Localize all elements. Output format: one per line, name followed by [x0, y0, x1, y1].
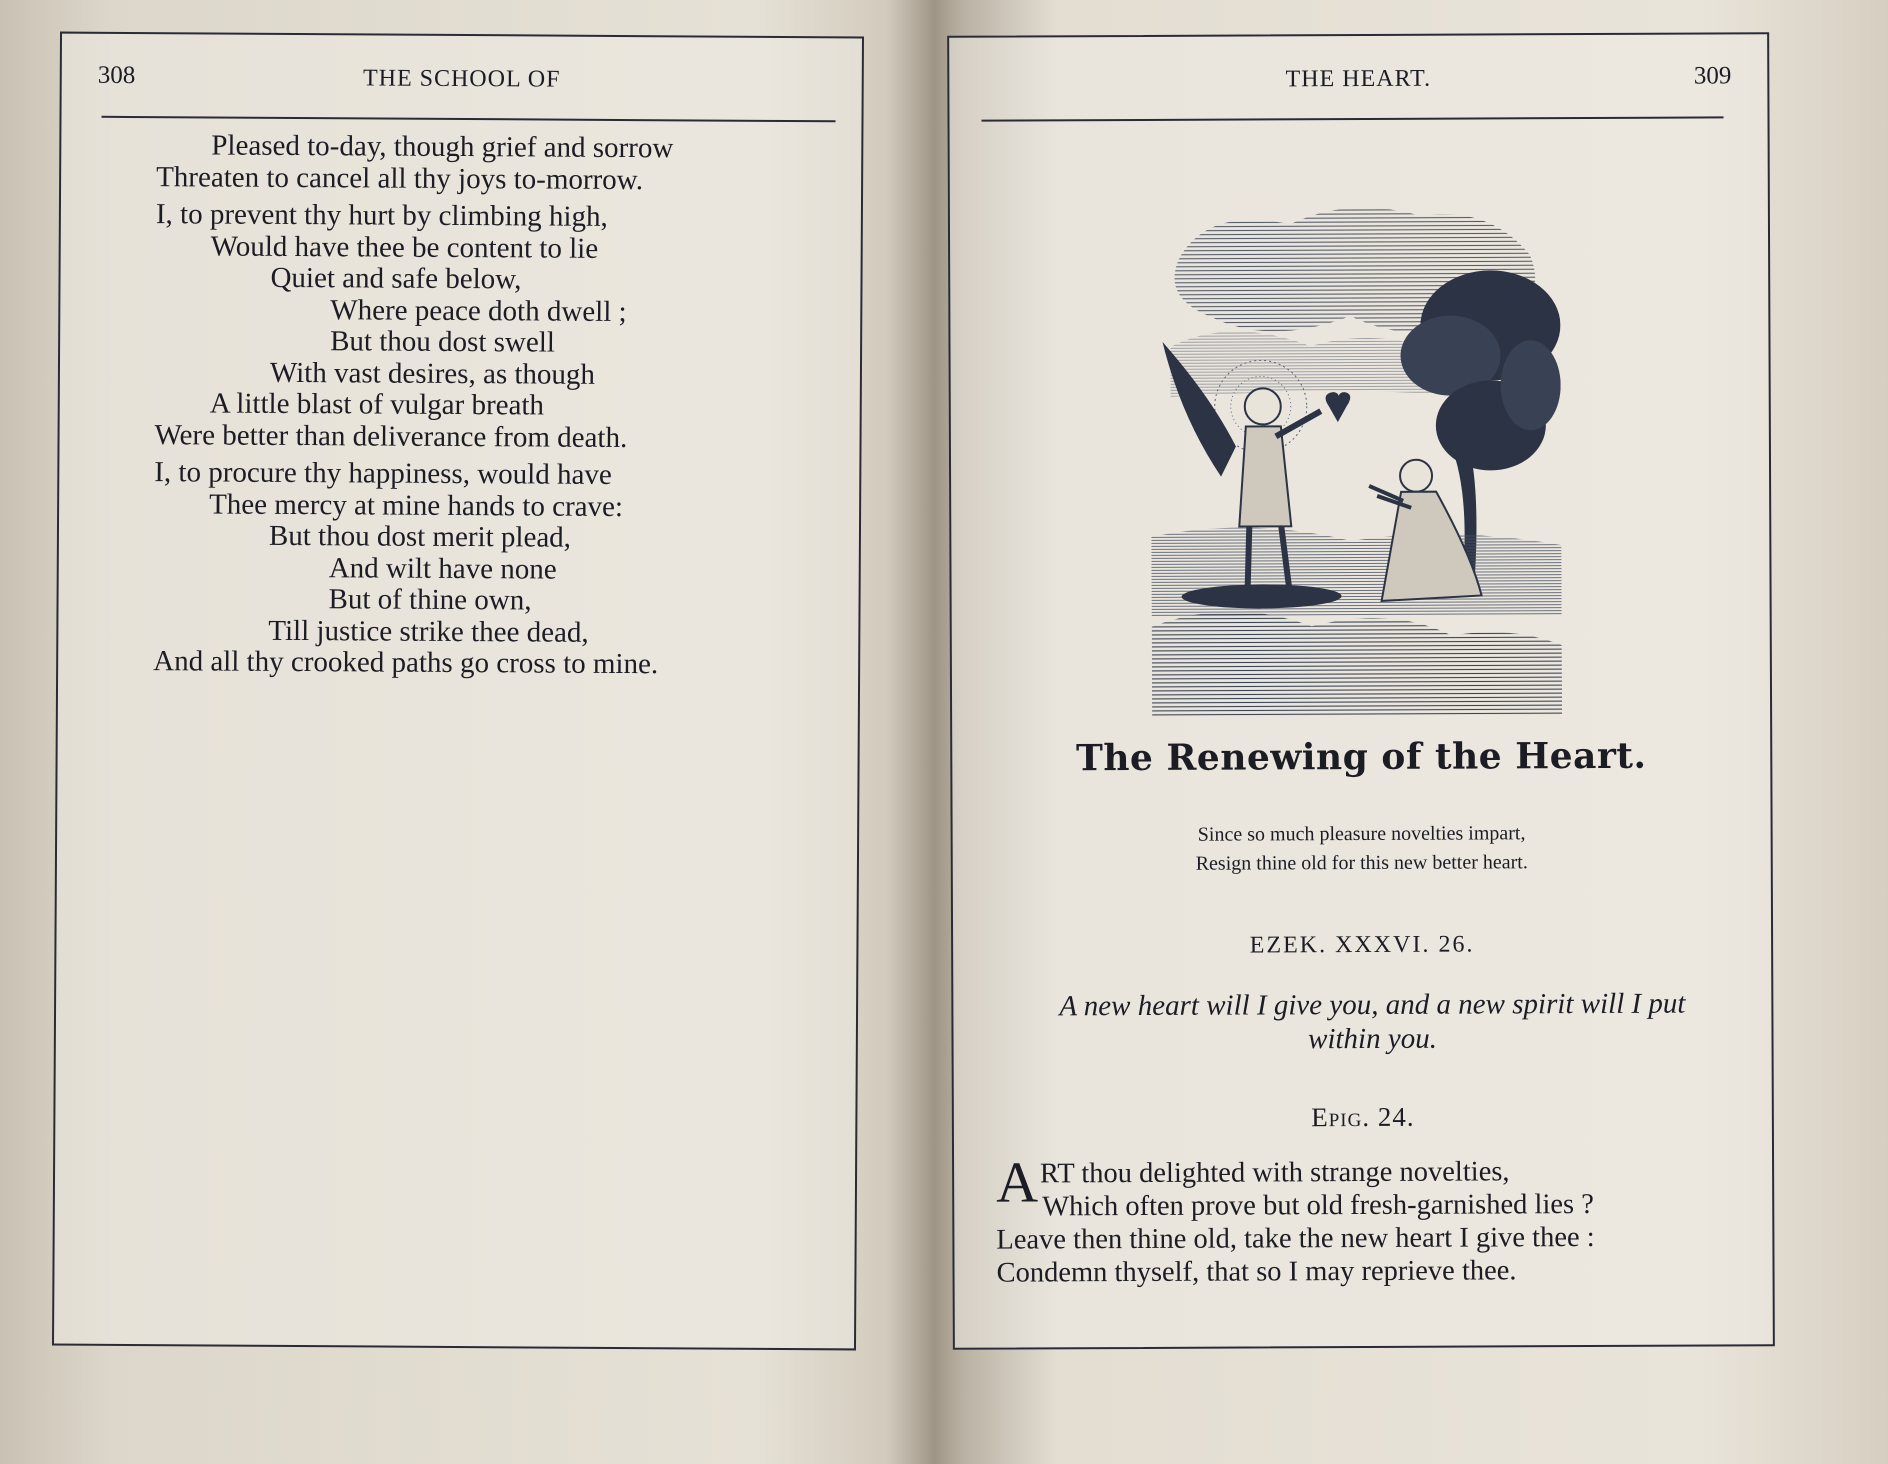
running-head-left: THE SCHOOL OF: [362, 65, 561, 93]
poem-line: Thee mercy at mine hands to crave:: [209, 487, 624, 523]
poem-line: With vast desires, as though: [269, 356, 596, 391]
poem-line: I, to prevent thy hurt by climbing high,: [155, 198, 608, 233]
chapter-title: The Renewing of the Heart.: [1075, 734, 1647, 780]
page-number-left: 308: [97, 61, 136, 90]
epigram-heading: Epig. 24.: [1311, 1101, 1415, 1133]
poem-line: I, to procure thy happiness, would have: [154, 456, 612, 491]
poem-line: Where peace doth dwell ;: [330, 293, 627, 328]
poem-line: And all thy crooked paths go cross to mine.: [153, 645, 659, 681]
motto-line: Resign thine old for this new better heart.: [1195, 851, 1528, 875]
page-number-right: 309: [1693, 62, 1732, 90]
motto: [953, 818, 1771, 880]
poem-line: Threaten to cancel all thy joys to-morrow.: [156, 160, 644, 196]
poem-line: But of thine own,: [328, 583, 532, 617]
scripture-text: A new heart will I give you, and a new spirit will I put within you.: [1059, 987, 1686, 1056]
poem-line: Would have thee be content to lie: [210, 229, 599, 265]
epigram-text: [995, 1149, 1733, 1289]
poem-line: And wilt have none: [328, 551, 557, 586]
poem-line: Quiet and safe below,: [270, 261, 522, 296]
drop-cap: A: [995, 1149, 1039, 1215]
header-rule-left: [101, 116, 835, 122]
epigram-line: Which often prove but old fresh-garnished lies ?: [1042, 1188, 1594, 1223]
right-page: [947, 32, 1775, 1350]
poem-line: Pleased to-day, though grief and sorrow: [211, 129, 674, 165]
epigram-line: Condemn thyself, that so I may reprieve thee.: [996, 1255, 1517, 1289]
header-rule-right: [982, 116, 1724, 121]
poem-line: Were better than deliverance from death.: [154, 418, 628, 454]
poem-line: But thou dost swell: [330, 325, 555, 359]
running-head-right: THE HEART.: [1285, 65, 1432, 93]
poem-line: But thou dost merit plead,: [268, 519, 572, 554]
poem-line: Till justice strike thee dead,: [268, 614, 589, 649]
poem-line: A little blast of vulgar breath: [209, 387, 545, 422]
epigram-line: RT thou delighted with strange novelties,: [1039, 1156, 1510, 1190]
left-page: [52, 32, 864, 1351]
poem-text: [58, 130, 861, 682]
motto-line: Since so much pleasure novelties impart,: [1197, 822, 1526, 846]
woodcut-angel-offering-heart-icon: [1150, 195, 1562, 717]
epigram-line: Leave then thine old, take the new heart I give thee :: [996, 1221, 1595, 1256]
scripture-reference: EZEK. XXXVI. 26.: [1249, 931, 1475, 959]
